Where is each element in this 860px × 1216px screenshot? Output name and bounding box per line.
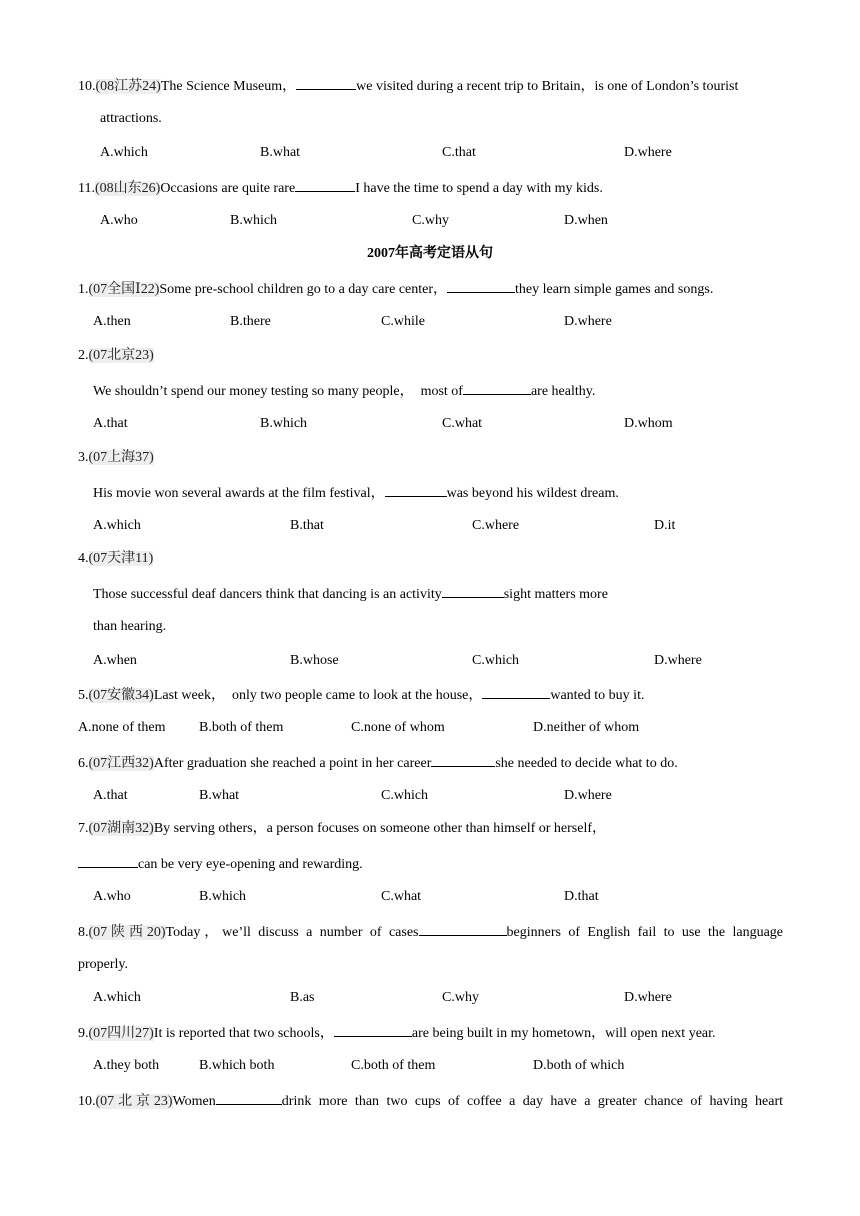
option-a: A.then	[93, 314, 131, 329]
question-07-2-header: 2.(07北京23)	[78, 348, 154, 363]
option-b: B.whose	[290, 653, 339, 668]
option-d: D.where	[564, 314, 612, 329]
option-c: C.which	[472, 653, 520, 668]
question-07-4-header: 4.(07天津11)	[78, 551, 154, 566]
option-c: C.why	[442, 990, 479, 1005]
option-a: A.who	[93, 889, 131, 904]
question-source: (07陕西20)	[88, 925, 166, 940]
option-d: D.it	[654, 518, 676, 533]
option-d: D.where	[654, 653, 702, 668]
question-source: (08山东26)	[94, 181, 161, 196]
answer-blank	[447, 278, 515, 293]
question-07-9-stem: 9.(07四川27)It is reported that two schools， are being built in my hometown，will open next year.	[78, 1022, 716, 1042]
question-07-4-continuation: than hearing.	[93, 619, 167, 634]
question-08-10-stem: 10.(08江苏24)The Science Museum， we visited during a recent trip to Britain，is one of London’s tourist	[78, 75, 738, 95]
question-07-2-stem: We shouldn’t spend our money testing so many people， most of are healthy.	[93, 380, 595, 400]
option-c: C.both of them	[351, 1058, 436, 1073]
option-c: C.why	[412, 213, 449, 228]
answer-blank	[295, 177, 355, 192]
option-b: B.as	[290, 990, 315, 1005]
answer-blank	[442, 583, 504, 598]
answer-blank	[78, 853, 138, 868]
option-d: D.both of which	[533, 1058, 625, 1073]
question-source: (07北京23)	[95, 1094, 173, 1109]
option-a: A.they both	[93, 1058, 160, 1073]
option-c: C.what	[381, 889, 422, 904]
question-source: (07全国Ⅰ22)	[88, 282, 160, 297]
option-a: A.none of them	[78, 720, 166, 735]
answer-blank	[296, 75, 356, 90]
option-a: A.which	[93, 518, 141, 533]
answer-blank	[385, 482, 447, 497]
question-source: (07安徽34)	[88, 688, 154, 703]
option-b: B.what	[260, 145, 301, 160]
question-07-7-stem: 7.(07湖南32)By serving others，a person focuses on someone other than himself or herself，	[78, 821, 606, 836]
question-08-10-continuation: attractions.	[100, 111, 162, 126]
option-b: B.which	[260, 416, 308, 431]
option-b: B.that	[290, 518, 324, 533]
question-source: (08江苏24)	[95, 79, 161, 94]
question-07-6-stem: 6.(07江西32)After graduation she reached a point in her career she needed to decide what to do.	[78, 752, 678, 772]
question-source: (07四川27)	[88, 1026, 154, 1041]
question-07-7-continuation: can be very eye-opening and rewarding.	[78, 853, 363, 873]
question-07-4-stem: Those successful deaf dancers think that dancing is an activity sight matters more	[93, 583, 608, 603]
option-a: A.that	[93, 788, 128, 803]
question-source: (07天津11)	[88, 551, 154, 566]
option-a: A.who	[100, 213, 138, 228]
option-b: B.which	[199, 889, 247, 904]
question-source: (07湖南32)	[88, 821, 154, 836]
option-d: D.when	[564, 213, 608, 228]
option-a: A.that	[93, 416, 128, 431]
option-b: B.both of them	[199, 720, 284, 735]
answer-blank	[482, 684, 550, 699]
option-d: D.where	[624, 990, 672, 1005]
question-07-3-header: 3.(07上海37)	[78, 450, 154, 465]
question-07-8-continuation: properly.	[78, 957, 129, 972]
question-07-10-stem: 10.(07北京23)Women drink more than two cups of coffee a day have a greater chance of having heart	[78, 1090, 783, 1110]
option-b: B.which both	[199, 1058, 275, 1073]
option-b: B.what	[199, 788, 240, 803]
question-number: 10.	[78, 79, 96, 94]
option-c: C.what	[442, 416, 483, 431]
option-c: C.which	[381, 788, 429, 803]
option-d: D.whom	[624, 416, 673, 431]
option-a: A.which	[93, 990, 141, 1005]
option-d: D.where	[624, 145, 672, 160]
answer-blank	[419, 921, 507, 936]
question-source: (07上海37)	[88, 450, 154, 465]
option-a: A.when	[93, 653, 137, 668]
option-b: B.which	[230, 213, 278, 228]
option-a: A.which	[100, 145, 148, 160]
option-d: D.that	[564, 889, 599, 904]
answer-blank	[216, 1090, 282, 1105]
question-07-5-stem: 5.(07安徽34)Last week， only two people came to look at the house， wanted to buy it.	[78, 684, 644, 704]
option-c: C.none of whom	[351, 720, 445, 735]
answer-blank	[431, 752, 495, 767]
option-c: C.that	[442, 145, 476, 160]
option-c: C.while	[381, 314, 425, 329]
question-07-1-stem: 1.(07全国Ⅰ22)Some pre-school children go to a day care center， they learn simple games and songs.	[78, 278, 713, 298]
answer-blank	[463, 380, 531, 395]
question-08-11-stem: 11.(08山东26)Occasions are quite rare I have the time to spend a day with my kids.	[78, 177, 603, 197]
question-07-3-stem: His movie won several awards at the film festival， was beyond his wildest dream.	[93, 482, 619, 502]
question-source: (07北京23)	[88, 348, 154, 363]
answer-blank	[334, 1022, 412, 1037]
option-c: C.where	[472, 518, 520, 533]
option-d: D.where	[564, 788, 612, 803]
option-d: D.neither of whom	[533, 720, 640, 735]
section-title: 2007年高考定语从句	[367, 246, 493, 261]
option-b: B.there	[230, 314, 271, 329]
question-07-8-stem: 8.(07陕西20)Today，we’ll discuss a number of cases beginners of English fail to use the language	[78, 921, 783, 941]
question-source: (07江西32)	[88, 756, 154, 771]
